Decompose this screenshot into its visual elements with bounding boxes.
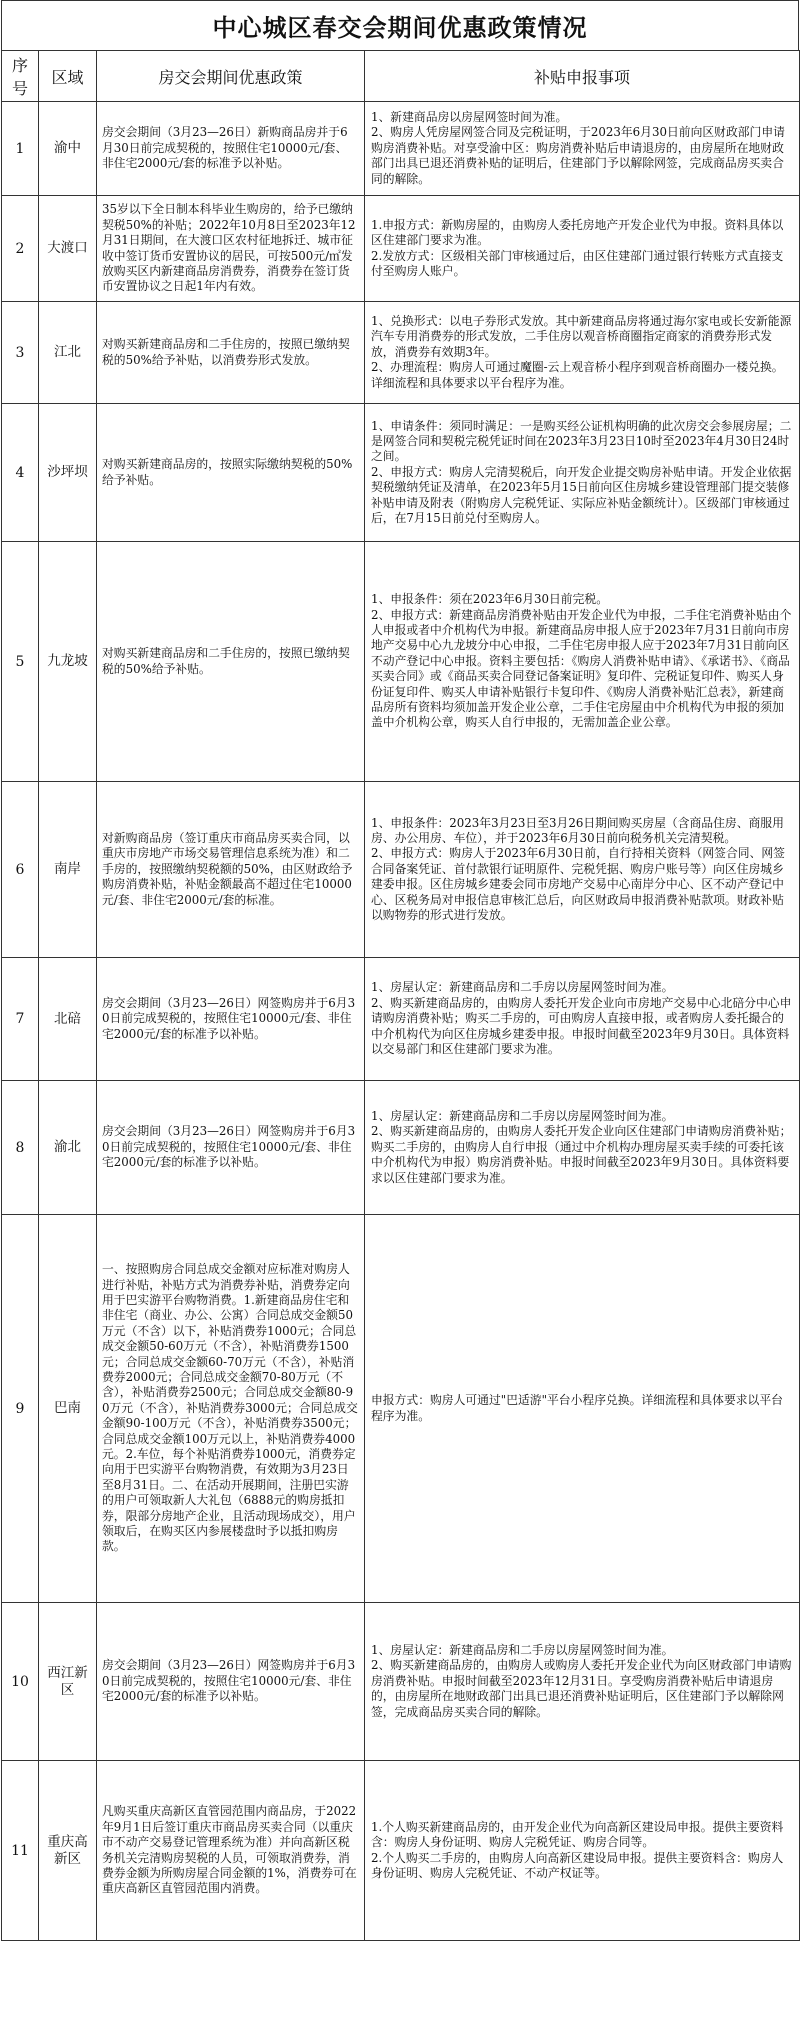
row-district: 九龙坡 bbox=[39, 542, 97, 782]
table-row bbox=[2, 958, 800, 1081]
row-no: 1 bbox=[2, 102, 39, 196]
row-district: 巴南 bbox=[39, 1215, 97, 1603]
row-no: 2 bbox=[2, 196, 39, 302]
row-subsidy: 1、房屋认定：新建商品房和二手房以房屋网签时间为准。 2、购买新建商品房的，由购房人委托开发企业向区住建部门申请购房消费补贴；购买二手房的，由购房人自行申报（通过中介机构办理房屋买卖手续的可委托该中介机构代为申报）购房消费补贴。申报时间截至2023年9月30日。具体资料要求以区住建部门要求为准。 bbox=[371, 1108, 792, 1185]
row-subsidy: 1、申报条件：须在2023年6月30日前完税。 2、申报方式：新建商品房消费补贴由开发企业代为申报，二手住宅消费补贴由个人申报或者中介机构代为申报。新建商品房申报人应于2023年7月31日前向市房地产交易中心九龙坡分中心申报，二手住宅房申报人应于2023年7月31日前向区不动产登记中心申报。资料主要包括：《购房人消费补贴申请》、《承诺书》、《商品买卖合同》或《商品买卖合同登记备案证明》复印件、完税证复印件、购买人身份证复印件、购买人申请补贴银行卡复印件、《购房人消费补贴汇总表》，新建商品房所有资料均须加盖开发企业公章，二手住宅房屋由中介机构代为申报的须加盖中介机构公章，购买人自行申报的，无需加盖企业公章。 bbox=[371, 592, 792, 730]
page-title: 中心城区春交会期间优惠政策情况 bbox=[1, 0, 799, 50]
row-subsidy: 1、新建商品房以房屋网签时间为准。 2、购房人凭房屋网签合同及完税证明，于2023年6月30日前向区财政部门申请购房消费补贴。对享受渝中区：购房消费补贴后申请退房的，由房屋所在地财政部门出具已退还消费补贴的证明后，住建部门予以解除网签，完成商品房买卖合同的解除。 bbox=[371, 109, 785, 186]
row-policy: 一、按照购房合同总成交金额对应标准对购房人进行补贴，补贴方式为消费券补贴，消费券定向用于巴实游平台购物消费。1.新建商品房住宅和非住宅（商业、办公、公寓）合同总成交金额50万元（不含）以下，补贴消费券1000元；合同总成交金额50-60万元（不含），补贴消费券1500元；合同总成交金额60-70万元（不含），补贴消费券2000元；合同总成交金额70-80万元（不含），补贴消费券2500元；合同总成交金额80-90万元（不含），补贴消费券3000元；合同总成交金额90-100万元（不含），补贴消费券3500元；合同总成交金额100万元以上，补贴消费券4000元。2.车位，每个补贴消费券1000元，消费券定向用于巴实游平台购物消费，有效期为3月23日至8月31日。二、在活动开展期间，注册巴实游的用户可领取新人大礼包（6888元的购房抵扣券，限部分房地产企业，且活动现场成交），用户领取后，在购买区内参展楼盘时予以抵扣购房款。 bbox=[102, 1262, 358, 1554]
row-subsidy: 1.个人购买新建商品房的，由开发企业代为向高新区建设局申报。提供主要资料含：购房人身份证明、购房人完税凭证、购房合同等。 2.个人购买二手房的，由购房人向高新区建设局申报。提供主要资料含：购房人身份证明、购房人完税凭证、不动产权证等。 bbox=[371, 1819, 784, 1880]
row-subsidy: 1、房屋认定：新建商品房和二手房以房屋网签时间为准。 2、购买新建商品房的，由购房人委托开发企业向市房地产交易中心北碚分中心申请购房消费补贴；购买二手房的，可由购房人直接申报，或者购房人委托撮合的中介机构代为向区住房城乡建委申报。申报时间截至2023年9月30日。具体资料以交易部门和区住建部门要求为准。 bbox=[371, 980, 792, 1057]
row-policy: 房交会期间（3月23—26日）网签购房并于6月30日前完成契税的，按照住宅10000元/套、非住宅2000元/套的标准予以补贴。 bbox=[102, 1124, 356, 1170]
row-subsidy: 1、兑换形式：以电子券形式发放。其中新建商品房将通过海尔家电或长安新能源汽车专用消费券的形式发放，二手住房以观音桥商圈指定商家的消费券形式发放，消费券有效期3年。 2、办理流程：购房人可通过魔圈-云上观音桥小程序到观音桥商圈办一楼兑换。详细流程和具体要求以平台程序为准。 bbox=[371, 313, 792, 390]
row-district: 江北 bbox=[39, 302, 97, 404]
header-district: 区域 bbox=[39, 51, 97, 102]
row-district: 重庆高新区 bbox=[39, 1761, 97, 1941]
table-row bbox=[2, 1761, 800, 1941]
table-header-row bbox=[2, 51, 800, 102]
row-no: 9 bbox=[2, 1215, 39, 1603]
table-row bbox=[2, 542, 800, 782]
row-policy: 房交会期间（3月23—26日）网签购房并于6月30日前完成契税的，按照住宅10000元/套、非住宅2000元/套的标准予以补贴。 bbox=[102, 1658, 356, 1704]
table-row bbox=[2, 404, 800, 542]
row-no: 5 bbox=[2, 542, 39, 782]
row-policy: 房交会期间（3月23—26日）网签购房并于6月30日前完成契税的，按照住宅10000元/套、非住宅2000元/套的标准予以补贴。 bbox=[102, 995, 356, 1041]
row-subsidy: 1、房屋认定：新建商品房和二手房以房屋网签时间为准。 2、购买新建商品房的，由购房人或购房人委托开发企业代为向区财政部门申请购房消费补贴。申报时间截至2023年12月31日。享受购房消费补贴后申请退房的，由房屋所在地财政部门出具已退还消费补贴证明后，区住建部门予以解除网签，完成商品房买卖合同的解除。 bbox=[371, 1642, 792, 1719]
row-district: 大渡口 bbox=[39, 196, 97, 302]
header-policy: 房交会期间优惠政策 bbox=[97, 51, 365, 102]
document-page bbox=[1, 0, 799, 1941]
row-subsidy: 1、申请条件：须同时满足：一是购买经公证机构明确的此次房交会参展房屋；二是网签合同和契税完税凭证时间在2023年3月23日10时至2023年4月30日24时之间。 2、申报方式：购房人完清契税后，向开发企业提交购房补贴申请。开发企业依据契税缴纳凭证及清单，在2023年5月15日前向区住房城乡建设管理部门提交装修补贴申请及附表（附购房人完税凭证、实际应补贴金额统计）。区级部门审核通过后，在7月15日前兑付至购房人。 bbox=[371, 418, 792, 526]
row-no: 7 bbox=[2, 958, 39, 1081]
row-subsidy: 1、申报条件：2023年3月23日至3月26日期间购买房屋（含商品住房、商服用房、办公用房、车位），并于2023年6月30日前向税务机关完清契税。 2、申报方式：购房人于2023年6月30日前，自行持相关资料（网签合同、网签合同备案凭证、首付款银行证明原件、完税凭据、购房户账号等）向区住房城乡建委申报。区住房城乡建委会同市房地产交易中心南岸分中心、区不动产登记中心、区税务局对申报信息审核汇总后，向区财政局申报消费补贴款项。财政补贴以购物券的形式进行发放。 bbox=[371, 815, 785, 923]
row-district: 渝中 bbox=[39, 102, 97, 196]
table-row bbox=[2, 782, 800, 958]
row-district: 沙坪坝 bbox=[39, 404, 97, 542]
row-no: 4 bbox=[2, 404, 39, 542]
row-no: 3 bbox=[2, 302, 39, 404]
row-district: 渝北 bbox=[39, 1081, 97, 1215]
row-policy: 凡购买重庆高新区直管园范围内商品房，于2022年9月1日后签订重庆市商品房买卖合同（以重庆市不动产交易登记管理系统为准）并向高新区税务机关完清购房契税的人员，可领取消费券，消费券金额为所购房屋合同金额的1%，消费券可在重庆高新区直管园范围内消费。 bbox=[102, 1804, 357, 1896]
row-no: 11 bbox=[2, 1761, 39, 1941]
policy-table bbox=[1, 50, 800, 1941]
header-no: 序号 bbox=[2, 51, 39, 102]
row-policy: 35岁以下全日制本科毕业生购房的，给予已缴纳契税50%的补贴；2022年10月8日至2023年12月31日期间，在大渡口区农村征地拆迁、城市征收中签订货币安置协议的居民，可按500元/㎡发放购买区内新建商品房消费券，消费券在签订货币安置协议之日起1年内有效。 bbox=[102, 202, 356, 294]
row-policy: 对新购商品房（签订重庆市商品房买卖合同，以重庆市房地产市场交易管理信息系统为准）和二手房的，按照缴纳契税额的50%，由区财政给予购房消费补贴，补贴金额最高不超过住宅10000元/套、非住宅2000元/套的标准。 bbox=[102, 830, 353, 907]
row-subsidy: 申报方式：购房人可通过"巴适游"平台小程序兑换。详细流程和具体要求以平台程序为准。 bbox=[371, 1393, 783, 1423]
table-row bbox=[2, 1603, 800, 1761]
row-policy: 房交会期间（3月23—26日）新购商品房并于6月30日前完成契税的，按照住宅10000元/套、非住宅2000元/套的标准予以补贴。 bbox=[102, 125, 348, 171]
row-subsidy: 1.申报方式：新购房屋的，由购房人委托房地产开发企业代为申报。资料具体以区住建部门要求为准。 2.发放方式：区级相关部门审核通过后，由区住建部门通过银行转账方式直接支付至购房人账户。 bbox=[371, 217, 784, 278]
row-policy: 对购买新建商品房和二手住房的，按照已缴纳契税的50%给予补贴，以消费券形式发放。 bbox=[102, 337, 350, 367]
row-no: 6 bbox=[2, 782, 39, 958]
row-policy: 对购买新建商品房和二手住房的，按照已缴纳契税的50%给予补贴。 bbox=[102, 646, 350, 676]
table-row bbox=[2, 1215, 800, 1603]
table-row bbox=[2, 1081, 800, 1215]
header-subsidy: 补贴申报事项 bbox=[365, 51, 800, 102]
row-no: 8 bbox=[2, 1081, 39, 1215]
row-policy: 对购买新建商品房的，按照实际缴纳契税的50%给予补贴。 bbox=[102, 457, 353, 487]
table-row bbox=[2, 102, 800, 196]
row-district: 西江新区 bbox=[39, 1603, 97, 1761]
row-district: 北碚 bbox=[39, 958, 97, 1081]
row-district: 南岸 bbox=[39, 782, 97, 958]
table-row bbox=[2, 196, 800, 302]
table-row bbox=[2, 302, 800, 404]
row-no: 10 bbox=[2, 1603, 39, 1761]
